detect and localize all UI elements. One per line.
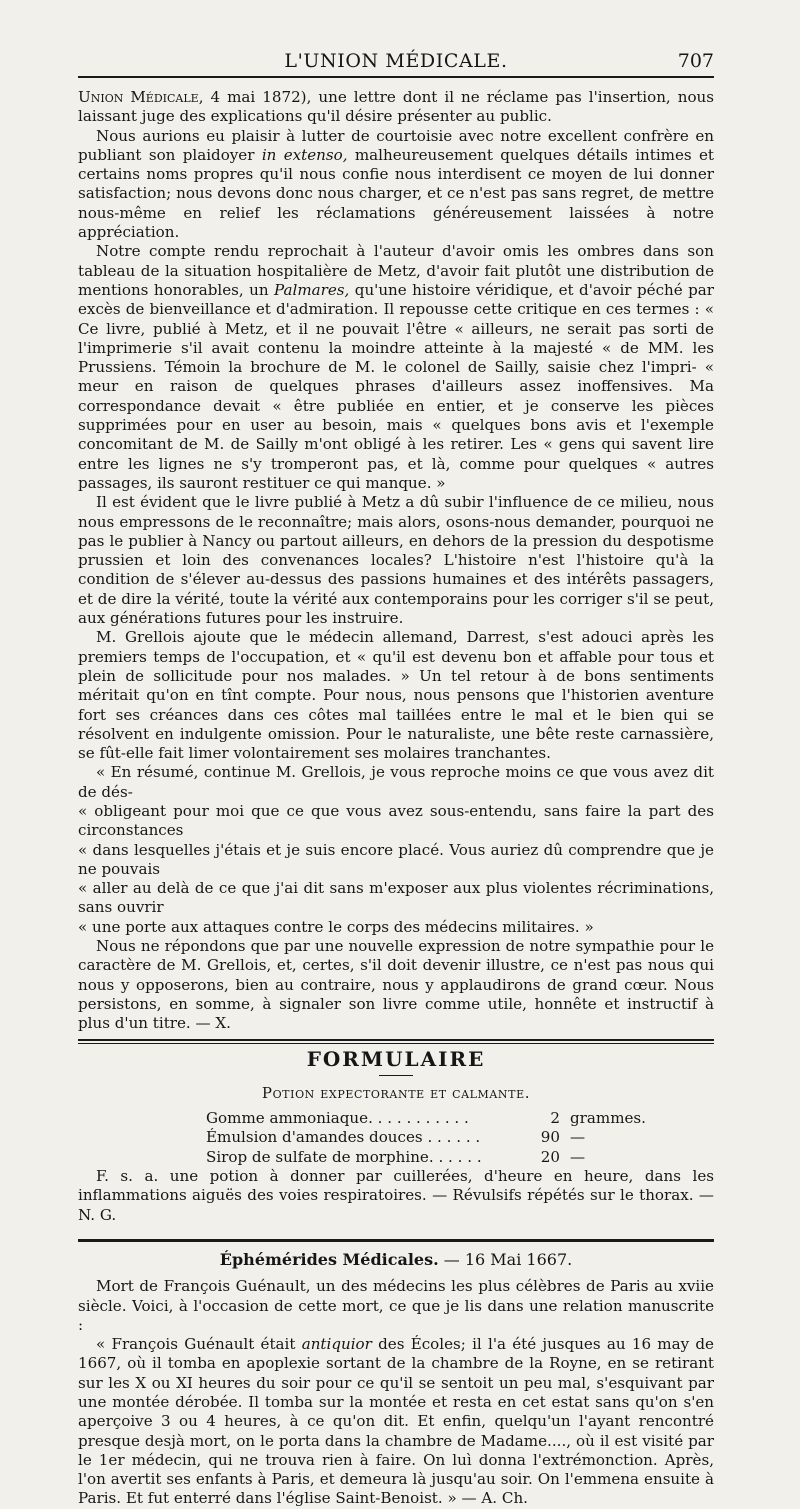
ingredient-quantity: 90 — [540, 1128, 560, 1147]
paragraph-text: Notre compte rendu reprochait à l'auteur d'avoir omis les ombres dans son tableau de la situation hospitalière de Metz, d'avoir fait plutôt une distribution de mentions honorables, un — [78, 242, 714, 299]
ephemerides-date: — 16 Mai 1667. — [438, 1249, 573, 1269]
ingredient-row — [206, 1128, 646, 1147]
journal-name: Union Médicale, — [78, 88, 204, 106]
short-divider — [379, 1075, 413, 1076]
quote-line: « une porte aux attaques contre le corps des médecins militaires. » — [78, 917, 594, 936]
recipe-ingredients — [206, 1109, 646, 1167]
quote-line: « dans lesquelles j'étais et je suis encore placé. Vous auriez dû comprendre que je ne pouvais — [78, 840, 714, 878]
grellois-quote — [78, 763, 714, 937]
ephemerides-heading — [78, 1250, 714, 1269]
italic-phrase: Palmares, — [274, 280, 350, 299]
article-paragraph — [78, 127, 714, 243]
page-header — [78, 46, 714, 78]
paragraph-text: des Écoles; il l'a été jusques au 16 may de 1667, où il tomba en apoplexie sortant de la chambre de la Royne, en se retirant sur les X ou XI heures du soir pour ce qu'il se sentoit un peu mal, s'esquivant par une montée dérobée. Il tomba sur la montée et resta en cet estat sans qu'on s'en aperçoive 3 ou 4 heures, à ce qu'on dit. Et enfin, quelqu'un l'ayant rencontré presque desjà mort, on le porta dans la chambre de Madame...., où il est visité par le 1er médecin, qui ne trouva rien à faire. On luì donna l'extrémonction. Après, l'on avertit ses enfants à Paris, et demeura là jusqu'au soir. On l'emmena ensuite à Paris. Et fut enterré dans l'église Saint-Benoist. » — A. Ch. — [78, 1335, 714, 1508]
paragraph-text: malheureusement quelques détails intimes et certains noms propres qu'il nous confie nous interdisent ce moyen de lui donner satisfaction; nous devons donc nous charger, et ce n'est pas sans regret, de mettre nous-même en relief les réclamations généreusement laissées à notre appréciation. — [78, 145, 714, 242]
paragraph-text: 4 mai 1872), une lettre dont il ne réclame pas l'insertion, nous laissant juge des explications qu'il désire présenter au public. — [78, 88, 714, 126]
recipe-title: Potion expectorante et calmante. — [261, 1083, 531, 1102]
quote-line: « En résumé, continue M. Grellois, je vous reproche moins ce que vous avez dit de dés- — [78, 763, 714, 801]
article-paragraph: M. Grellois ajoute que le médecin allemand, Darrest, s'est adouci après les premiers temps de l'occupation, et « qu'il est devenu bon et affable pour tous et plein de sollicitude pour nos malades. » Un tel retour à de bons sentiments méritait qu'on en tînt compte. Pour nous, nous pensons que l'historien aventure fort ses créances dans ces côtes mal taillées entre le mal et le bien qui se résolvent en indulgente omission. Pour le naturaliste, une bête reste carnassière, se fût-elle fait limer volontairement ses molaires tranchantes. — [78, 628, 714, 763]
article-paragraph: Il est évident que le livre publié à Metz a dû subir l'influence de ce milieu, nous nous empressons de le reconnaître; mais alors, osons-nous demander, pourquoi ne pas le publier à Nancy ou partout ailleurs, en dehors de la pression du despotisme prussien et loin des convenances locales? L'histoire n'est l'histoire qu'à la condition de s'élever au-dessus des passions humaines et des intérêts passagers, et de dire la vérité, toute la vérité aux contemporains pour les corriger s'il se peut, aux générations futures pour les instruire. — [78, 493, 714, 628]
section-divider — [78, 1039, 714, 1044]
ingredient-name: Émulsion d'amandes douces . . . . . . — [206, 1128, 481, 1147]
paragraph-text: « François Guénault était — [96, 1335, 302, 1354]
article-paragraph — [78, 88, 714, 127]
ephemerides-title: Éphémérides Médicales. — [219, 1249, 439, 1269]
article-paragraph: Nous ne répondons que par une nouvelle expression de notre sympathie pour le caractère de M. Grellois, et, certes, s'il doit devenir illustre, ce n'est pas nous qui nous y opposerons, bien au contraire, nous y applaudirons de grand cœur. Nous persistons, en somme, à signaler son livre comme utile, honnête et instructif à plus d'un titre. — X. — [78, 937, 714, 1033]
page-body — [78, 88, 714, 1509]
formulaire-title: FORMULAIRE — [306, 1046, 486, 1071]
quote-line: « obligeant pour moi que ce que vous avez sous-entendu, sans faire la part des circonstances — [78, 801, 714, 840]
ingredient-quantity: 20 — [540, 1147, 560, 1166]
paragraph-text: Nous aurions eu plaisir à lutter de courtoisie avec notre excellent confrère en publiant son plaidoyer — [78, 126, 714, 164]
ingredient-unit: — — [570, 1147, 586, 1166]
ingredient-unit: — — [570, 1128, 586, 1147]
ephemerides-paragraph: Mort de François Guénault, un des médecins les plus célèbres de Paris au xviie siècle. Voici, à l'occasion de cette mort, ce que je lis dans une relation manuscrite : — [78, 1277, 714, 1334]
running-title: L'UNION MÉDICALE. — [284, 50, 508, 72]
ingredient-name: Sirop de sulfate de morphine. . . . . . — [206, 1147, 482, 1166]
ingredient-row — [206, 1148, 646, 1167]
ephemerides-paragraph — [78, 1335, 714, 1509]
ingredient-row — [206, 1109, 646, 1128]
italic-phrase: antiquior — [301, 1335, 372, 1354]
paragraph-text: qu'une histoire véridique, et d'avoir péché par excès de bienveillance et d'admiration. Il repousse cette critique en ces termes : « Ce livre, publié à Metz, et il ne pouvait l'être « ailleurs, ne serait pas sorti de l'imprimerie s'il avait contenu la moindre atteinte à la majesté « de MM. les Prussiens. Témoin la brochure de M. le colonel de Sailly, saisie chez l'impri- « meur en raison de quelques phrases d'ailleurs assez inoffensives. Ma correspondance devait « être publiée en entier, et je conserve les pièces supprimées pour en user au besoin, mais « quelques bons avis et l'exemple concomitant de M. de Sailly m'ont obligé à les retirer. Les « gens qui savent lire entre les lignes ne s'y tromperont pas, et là, comme pour quelques « autres passages, ils sauront restituer ce qui manque. » — [78, 280, 715, 492]
page-number: 707 — [677, 50, 714, 72]
quote-line: « aller au delà de ce que j'ai dit sans m'exposer aux plus violentes récriminations, sans ouvrir — [78, 879, 714, 917]
section-divider — [78, 1239, 714, 1242]
recipe-instructions: F. s. a. une potion à donner par cuillerées, d'heure en heure, dans les inflammations aiguës des voies respiratoires. — Révulsifs répétés sur le thorax. — N. G. — [78, 1167, 714, 1224]
ingredient-name: Gomme ammoniaque. . . . . . . . . . . — [206, 1109, 469, 1128]
ingredient-unit: grammes. — [570, 1109, 646, 1128]
ingredient-quantity: 2 — [550, 1109, 560, 1128]
italic-phrase: in extenso, — [261, 145, 348, 164]
article-paragraph — [78, 242, 714, 493]
